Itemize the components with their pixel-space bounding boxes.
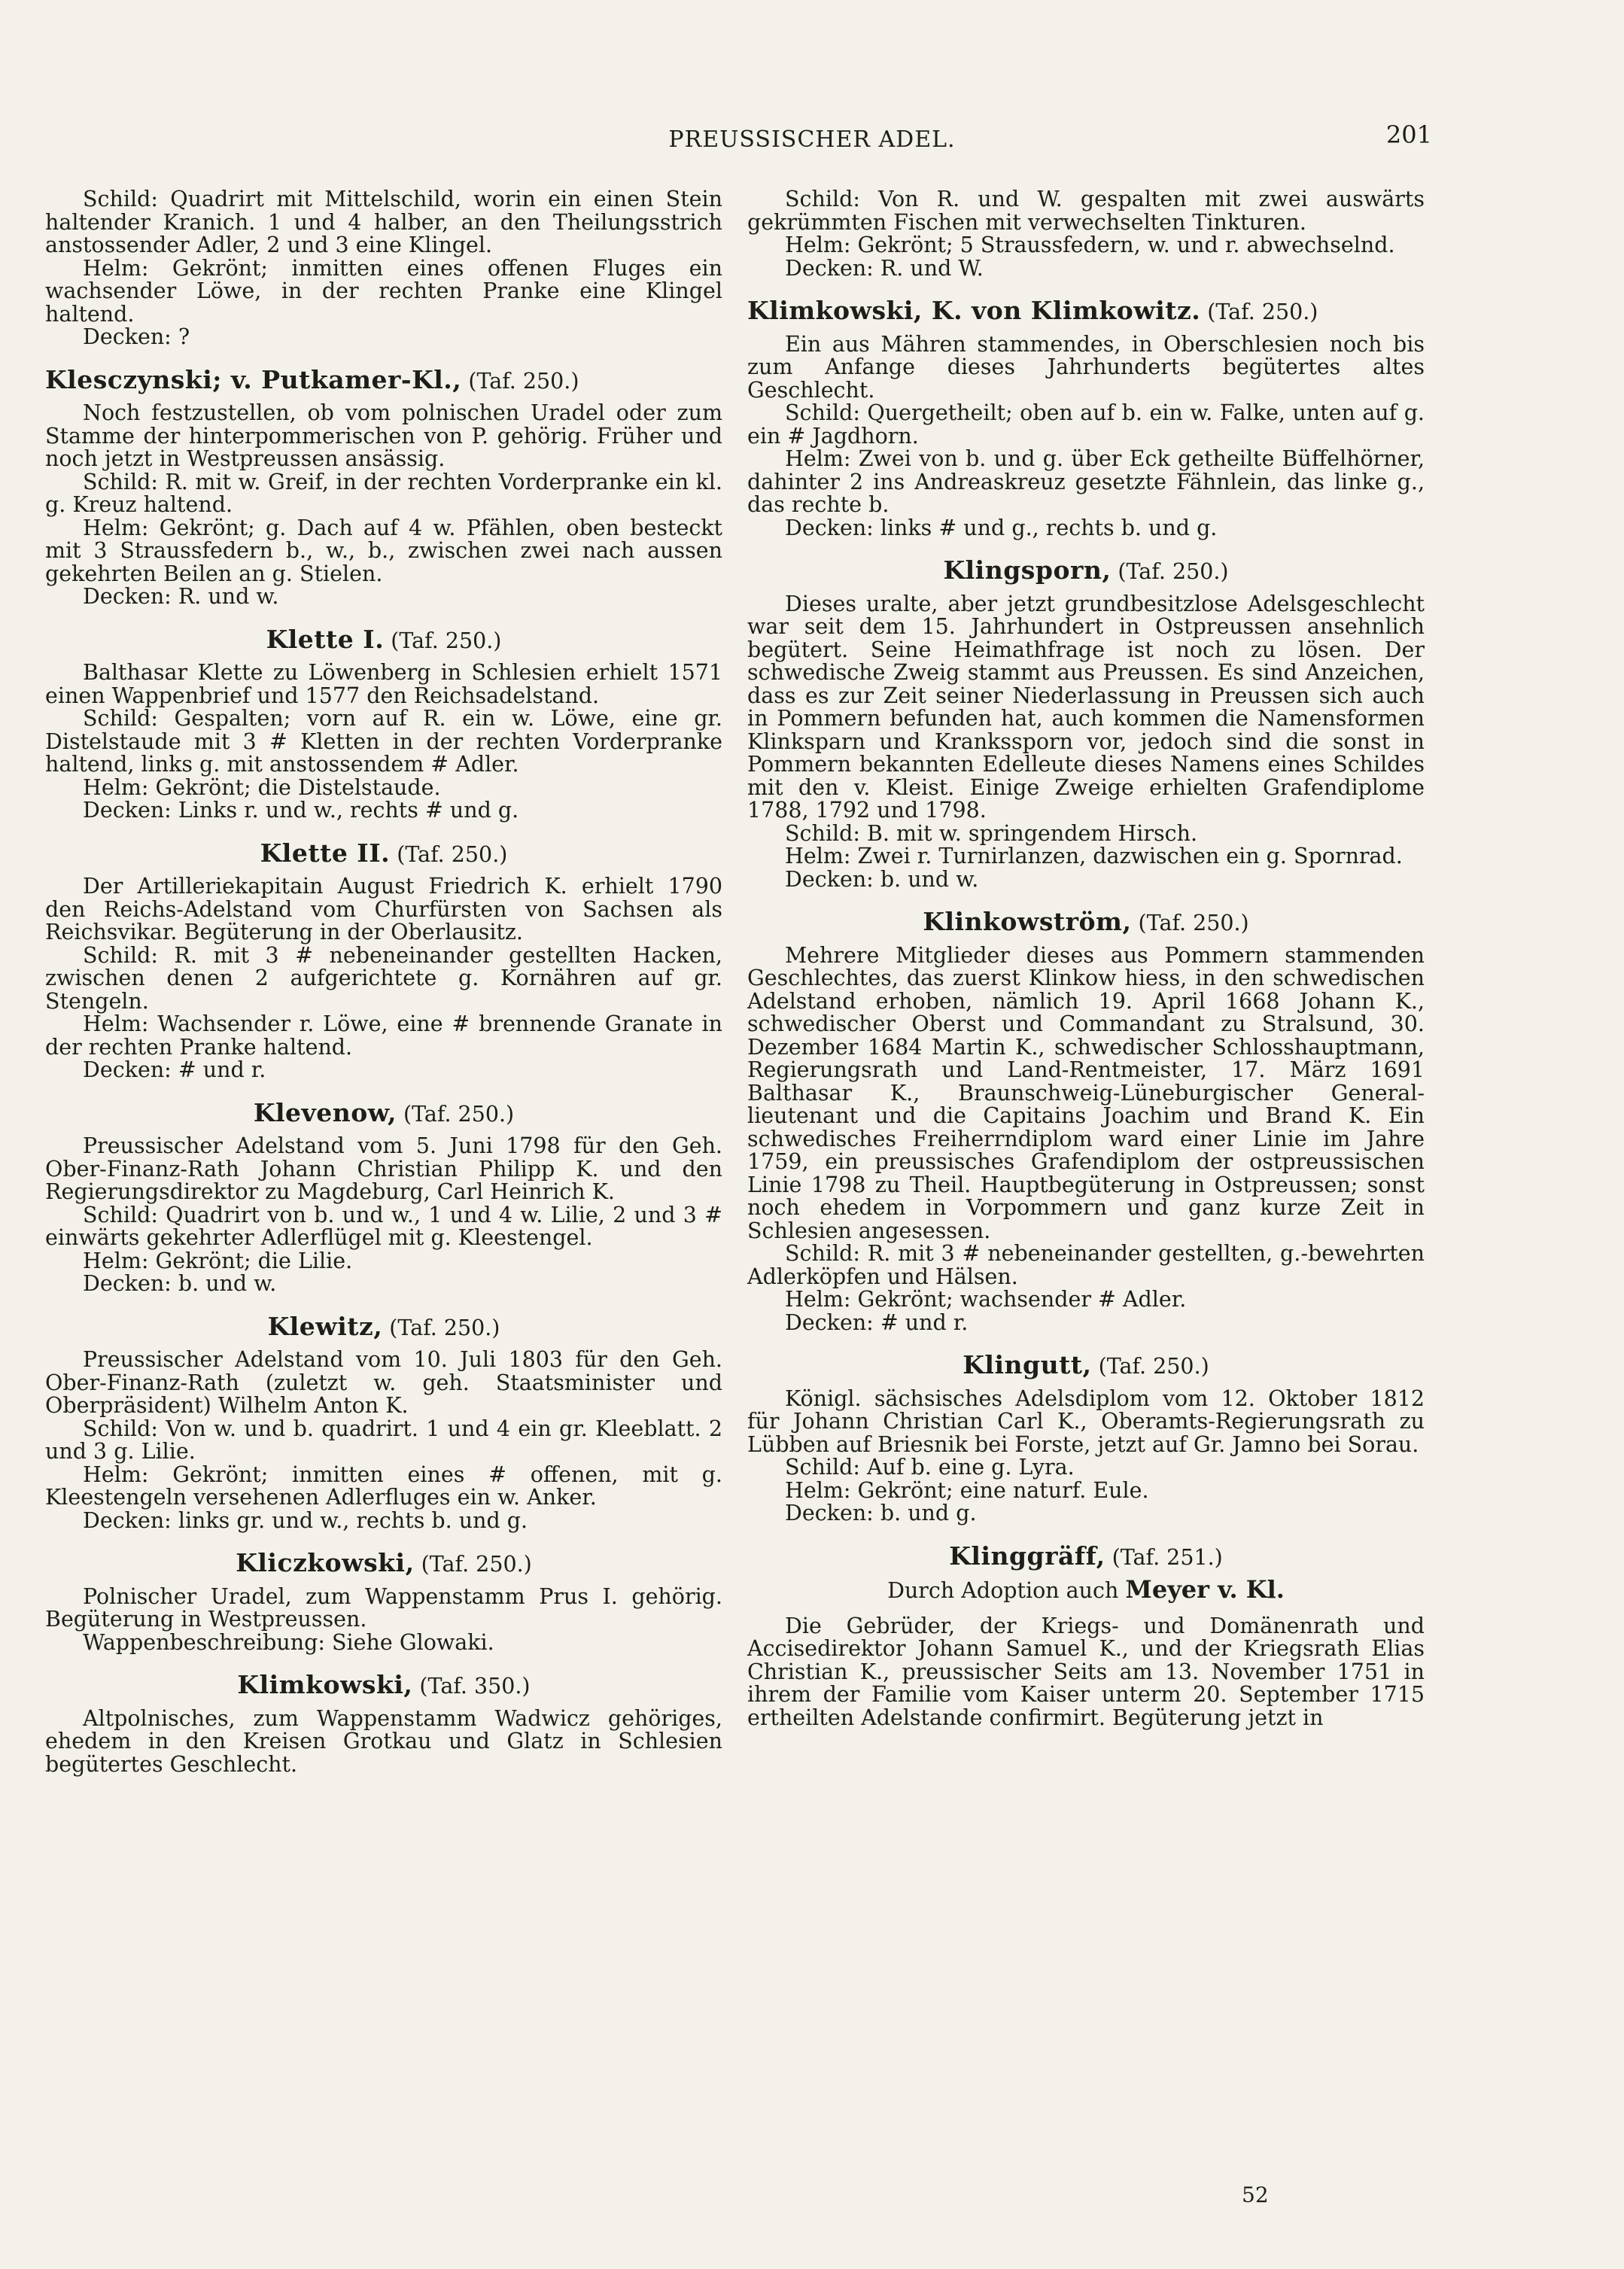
paragraph: Wappenbeschreibung: Siehe Glowaki. bbox=[83, 1629, 494, 1655]
paragraph: Decken: links # und g., rechts b. und g. bbox=[785, 515, 1218, 540]
paragraph: Decken: links gr. und w., rechts b. und g. bbox=[83, 1507, 528, 1533]
family-name: Klinggräff, bbox=[949, 1541, 1105, 1571]
paragraph: Schild: R. mit 3 # nebeneinander gestellten, g.-bewehrten Adlerköpfen und Hälsen. bbox=[747, 1241, 1425, 1289]
paragraph: Helm: Gekrönt; inmitten eines # offenen, mit g. Kleestengeln versehenen Adlerfluges ein w. Anker. bbox=[45, 1461, 722, 1510]
paragraph: Decken: Links r. und w., rechts # und g. bbox=[83, 798, 519, 823]
paragraph: Schild: R. mit 3 # nebeneinander gestellten Hacken, zwischen denen 2 aufgerichtete g. Kornähren auf gr. Stengeln. bbox=[45, 942, 722, 1014]
paragraph: Schild: Gespalten; vorn auf R. ein w. Löwe, eine gr. Distelstaude mit 3 # Kletten in der rechten Vorderpranke haltend, links g. mit anstossendem # Adler. bbox=[45, 706, 722, 777]
paragraph: Preussischer Adelstand vom 10. Juli 1803 für den Geh. Ober-Finanz-Rath (zuletzt w. geh. Staatsminister und Oberpräsident) Wilhelm Anton K. bbox=[45, 1347, 722, 1418]
paragraph: Schild: Quadrirt von b. und w., 1 und 4 w. Lilie, 2 und 3 # einwärts gekehrter Adlerflügel mit g. Kleestengel. bbox=[45, 1202, 722, 1250]
paragraph: Helm: Gekrönt; wachsender # Adler. bbox=[785, 1287, 1187, 1312]
entry-heading bbox=[45, 1548, 722, 1577]
entry-heading bbox=[45, 1670, 722, 1699]
paragraph: Preussischer Adelstand vom 5. Juni 1798 für den Geh. Ober-Finanz-Rath Johann Christian Philipp K. und den Regierungsdirektor zu Magdeburg, Carl Heinrich K. bbox=[45, 1133, 722, 1204]
paragraph: Schild: Quadrirt mit Mittelschild, worin ein einen Stein haltender Kranich. 1 und 4 halber, an den Theilungsstrich anstossender Adler, 2 und 3 eine Klingel. bbox=[45, 187, 722, 257]
paragraph: Decken: b. und w. bbox=[785, 866, 979, 892]
family-name: Klimkowski, bbox=[237, 1670, 413, 1699]
paragraph: Helm: Gekrönt; 5 Straussfedern, w. und r. abwechselnd. bbox=[785, 233, 1395, 257]
subtitle-name: Meyer v. Kl. bbox=[1125, 1575, 1285, 1604]
family-name: Klesczynski; v. Putkamer-Kl., bbox=[45, 364, 462, 394]
entry-heading bbox=[45, 1097, 722, 1127]
running-header: PREUSSISCHER ADEL. bbox=[668, 126, 956, 153]
family-name: Klingsporn, bbox=[943, 555, 1112, 585]
paragraph: Helm: Wachsender r. Löwe, eine # brennende Granate in der rechten Pranke haltend. bbox=[45, 1011, 722, 1060]
subtitle-prefix: Durch Adoption auch bbox=[887, 1578, 1119, 1603]
paragraph: Decken: # und r. bbox=[83, 1057, 266, 1082]
paragraph: Schild: Quergetheilt; oben auf b. ein w. Falke, unten auf g. ein # Jagdhorn. bbox=[747, 400, 1425, 449]
paragraph: Decken: b. und w. bbox=[83, 1271, 277, 1296]
plate-reference: (Taf. 250.) bbox=[1098, 1354, 1209, 1379]
paragraph: Balthasar Klette zu Löwenberg in Schlesien erhielt 1571 einen Wappenbrief und 1577 den Reichsadelstand. bbox=[45, 660, 722, 708]
paragraph: Decken: b. und g. bbox=[785, 1501, 977, 1525]
plate-reference: (Taf. 250.) bbox=[397, 841, 508, 867]
plate-reference: (Taf. 250.) bbox=[1207, 300, 1318, 324]
paragraph: Decken: R. und w. bbox=[83, 584, 279, 609]
paragraph: Decken: ? bbox=[83, 324, 190, 349]
plate-reference: (Taf. 250.) bbox=[1138, 911, 1249, 935]
plate-reference: (Taf. 250.) bbox=[403, 1101, 515, 1127]
entry-heading bbox=[747, 907, 1425, 936]
plate-reference: (Taf. 251.) bbox=[1112, 1544, 1223, 1570]
paragraph: Schild: Auf b. eine g. Lyra. bbox=[785, 1455, 1075, 1480]
plate-reference: (Taf. 250.) bbox=[1118, 559, 1229, 584]
paragraph: Die Gebrüder, der Kriegs- und Domänenrath und Accisedirektor Johann Samuel K., und der Kriegsrath Elias Christian K., preussischer Seits am 13. November 1751 in ihrem der Familie vom Kaiser unterm 20. September 1715 ertheilten Adelstande confirmirt. Begüterung jetzt in bbox=[747, 1613, 1425, 1730]
paragraph: Helm: Gekrönt; die Distelstaude. bbox=[83, 774, 441, 800]
entry-heading bbox=[45, 624, 722, 654]
paragraph: Schild: R. mit w. Greif, in der rechten Vorderpranke ein kl. g. Kreuz haltend. bbox=[45, 469, 722, 517]
family-name: Klette II. bbox=[260, 838, 391, 868]
paragraph: Schild: Von R. und W. gespalten mit zwei auswärts gekrümmten Fischen mit verwechselten Tinkturen. bbox=[747, 187, 1425, 235]
paragraph: Noch festzustellen, ob vom polnischen Uradel oder zum Stamme der hinterpommerischen von P. gehörig. Früher und noch jetzt in Westpreussen ansässig. bbox=[45, 400, 722, 471]
paragraph: Ein aus Mähren stammendes, in Oberschlesien noch bis zum Anfange dieses Jahrhunderts begütertes altes Geschlecht. bbox=[747, 331, 1425, 403]
family-name: Klewitz, bbox=[267, 1311, 383, 1341]
page-number: 201 bbox=[1385, 120, 1432, 149]
paragraph: Mehrere Mitglieder dieses aus Pommern stammenden Geschlechtes, das zuerst Klinkow hiess, in den schwedischen Adelstand erhoben, nämlich 19. April 1668 Johann K., schwedischer Oberst und Commandant zu Stralsund, 30. Dezember 1684 Martin K., schwedischer Schlosshauptmann, Regierungsrath und Land-Rentmeister, 17. März 1691 Balthasar K., Braunschweig-Lüneburgischer General-lieutenant und die Capitains Joachim und Brand K. Ein schwedisches Freiherrndiplom ward einer Linie im Jahre 1759, ein preussisches Grafendiplom der ostpreussischen Linie 1798 zu Theil. Hauptbegüterung in Ostpreussen; sonst noch ehedem in Vorpommern und ganz kurze Zeit in Schlesien angesessen. bbox=[747, 942, 1425, 1243]
paragraph: Königl. sächsisches Adelsdiplom vom 12. Oktober 1812 für Johann Christian Carl K., Oberamts-Regierungsrath zu Lübben auf Briesnik bei Forste, jetzt auf Gr. Jamno bei Sorau. bbox=[747, 1385, 1425, 1457]
paragraph: Altpolnisches, zum Wappenstamm Wadwicz gehöriges, ehedem in den Kreisen Grotkau und Glatz in Schlesien begütertes Geschlecht. bbox=[45, 1705, 722, 1777]
plate-reference: (Taf. 250.) bbox=[468, 368, 579, 394]
paragraph: Helm: Gekrönt; g. Dach auf 4 w. Pfählen, oben besteckt mit 3 Straussfedern b., w., b., zwischen zwei nach aussen gekehrten Beilen an g. Stielen. bbox=[45, 515, 722, 586]
paragraph: Polnischer Uradel, zum Wappenstamm Prus I. gehörig. Begüterung in Westpreussen. bbox=[45, 1583, 722, 1632]
left-column bbox=[45, 188, 722, 1776]
family-name: Kliczkowski, bbox=[236, 1548, 415, 1577]
paragraph: Schild: B. mit w. springendem Hirsch. bbox=[785, 820, 1198, 846]
plate-reference: (Taf. 250.) bbox=[389, 1315, 500, 1340]
family-name: Klette I. bbox=[266, 624, 385, 654]
paragraph: Schild: Von w. und b. quadrirt. 1 und 4 ein gr. Kleeblatt. 2 und 3 g. Lilie. bbox=[45, 1416, 722, 1464]
entry-heading bbox=[747, 555, 1425, 585]
paragraph: Helm: Gekrönt; inmitten eines offenen Fluges ein wachsender Löwe, in der rechten Pranke eine Klingel haltend. bbox=[45, 255, 722, 327]
paragraph: Dieses uralte, aber jetzt grundbesitzlose Adelsgeschlecht war seit dem 15. Jahrhundert in Ostpreussen ansehnlich begütert. Seine Heimathfrage ist noch zu lösen. Der schwedische Zweig stammt aus Preussen. Es sind Anzeichen, dass es zur Zeit seiner Niederlassung in Preussen sich auch in Pommern befunden hat, auch kommen die Namensformen Klinksparn und Krankssporn vor, jedoch sind die sonst in Pommern bekannten Edelleute dieses Namens eines Schildes mit den v. Kleist. Einige Zweige erhielten Grafendiplome 1788, 1792 und 1798. bbox=[747, 591, 1425, 823]
family-name: Klevenow, bbox=[253, 1097, 397, 1127]
paragraph: Helm: Zwei r. Turnirlanzen, dazwischen ein g. Spornrad. bbox=[785, 844, 1403, 868]
plate-reference: (Taf. 250.) bbox=[421, 1552, 532, 1577]
signature-mark: 52 bbox=[1242, 2182, 1269, 2207]
family-name: Klinkowström, bbox=[923, 907, 1132, 936]
entry-heading bbox=[747, 1350, 1425, 1379]
family-name: Klingutt, bbox=[963, 1350, 1092, 1379]
paragraph: Helm: Gekrönt; eine naturf. Eule. bbox=[785, 1477, 1149, 1503]
plate-reference: (Taf. 350.) bbox=[419, 1674, 531, 1699]
paragraph: Helm: Gekrönt; die Lilie. bbox=[83, 1248, 353, 1273]
paragraph: Decken: R. und W. bbox=[785, 255, 984, 281]
entry-heading bbox=[747, 296, 1425, 325]
entry-heading bbox=[45, 838, 722, 868]
paragraph: Helm: Zwei von b. und g. über Eck getheilte Büffelhörner, dahinter 2 ins Andreaskreuz gesetzte Fähnlein, das linke g., das rechte b. bbox=[747, 446, 1425, 517]
right-column bbox=[747, 188, 1425, 1729]
entry-heading bbox=[747, 1541, 1425, 1571]
family-name: Klimkowski, K. von Klimkowitz. bbox=[747, 296, 1201, 325]
entry-heading bbox=[45, 1311, 722, 1341]
plate-reference: (Taf. 250.) bbox=[391, 628, 502, 653]
paragraph: Der Artilleriekapitain August Friedrich K. erhielt 1790 den Reichs-Adelstand vom Churfürsten von Sachsen als Reichsvikar. Begüterung in der Oberlausitz. bbox=[45, 874, 722, 944]
entry-subtitle bbox=[747, 1575, 1425, 1604]
paragraph: Decken: # und r. bbox=[785, 1309, 969, 1335]
entry-heading bbox=[45, 364, 722, 394]
